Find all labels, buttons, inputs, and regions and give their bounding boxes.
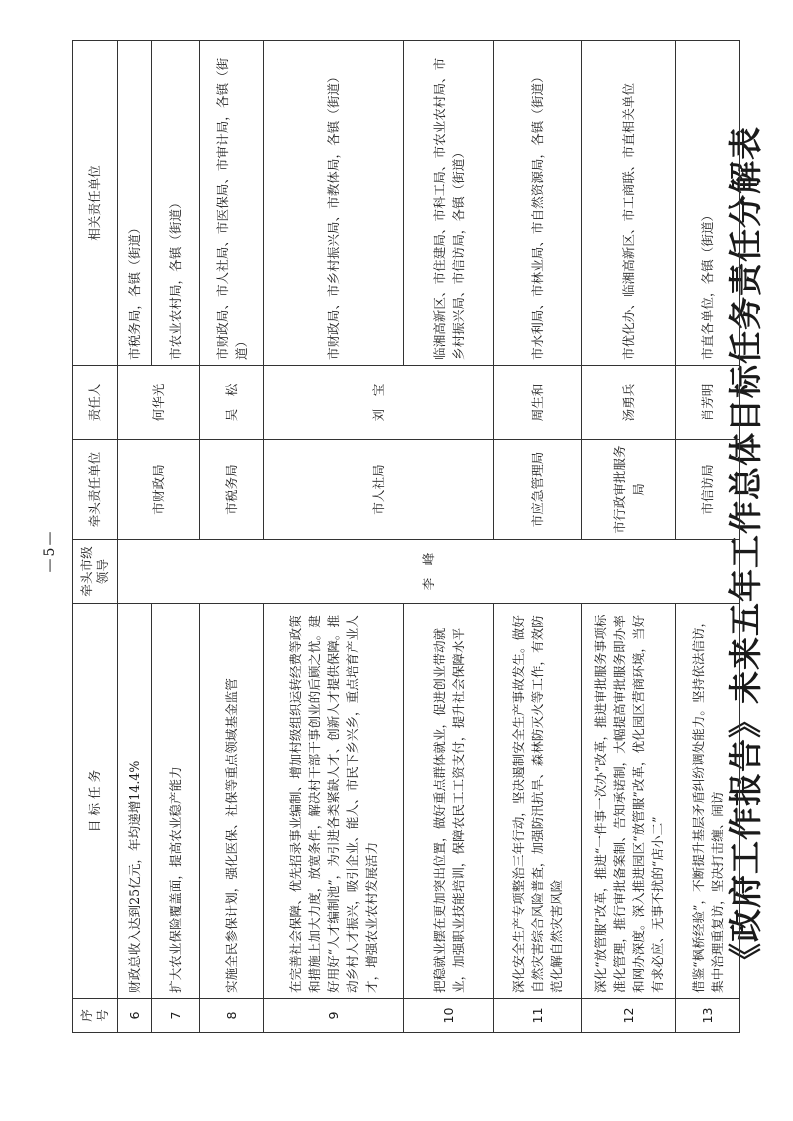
person-cell: 刘 宝 — [264, 366, 494, 440]
related-cell: 市税务局，各镇（街道） — [118, 41, 152, 366]
table-row — [494, 41, 582, 1033]
task-cell: 深化“放管服”改革，推进“一件事一次办”改革，推进审批服务事项标准化管理，推行审批备案制、告知承诺制，大幅提高审批服务即办率和网办深度。深入推进园区“放管服”改革，优化园区营商环境，当好有求必应、无事不扰的“店小二” — [582, 604, 676, 999]
person-cell: 吴 松 — [200, 366, 264, 440]
page-number: —5— — [42, 529, 58, 573]
header-no: 序号 — [73, 999, 118, 1033]
table-row — [200, 41, 264, 1033]
header-leader: 牵头市级领导 — [73, 540, 118, 604]
table-header-row — [73, 41, 118, 1033]
task-cell: 借鉴“枫桥经验”，不断提升基层矛盾纠纷调处能力。坚持依法信访，集中治理重复访，坚决打击缠、闹访 — [676, 604, 740, 999]
row-number: 7 — [152, 999, 200, 1033]
person-cell: 汤勇兵 — [582, 366, 676, 440]
task-cell: 财政总收入达到25亿元，年均递增14.4% — [118, 604, 152, 999]
row-number: 10 — [404, 999, 494, 1033]
table-row — [676, 41, 740, 1033]
header-related: 相关责任单位 — [73, 41, 118, 366]
task-cell: 实施全民参保计划，强化医保、社保等重点领域基金监管 — [200, 604, 264, 999]
row-number: 8 — [200, 999, 264, 1033]
page-title: 《政府工作报告》未来五年工作总体目标任务责任分解表 — [726, 126, 765, 976]
related-cell: 市财政局、市人社局、市医保局、市审计局，各镇（街道） — [200, 41, 264, 366]
person-cell: 肖芳明 — [676, 366, 740, 440]
related-cell: 市水利局、市林业局、市自然资源局，各镇（街道） — [494, 41, 582, 366]
dept-cell: 市财政局 — [118, 440, 200, 540]
table-row — [264, 41, 404, 1033]
header-dept: 牵头责任单位 — [73, 440, 118, 540]
row-number: 11 — [494, 999, 582, 1033]
dept-cell: 市信访局 — [676, 440, 740, 540]
person-cell: 周生和 — [494, 366, 582, 440]
table-row — [582, 41, 676, 1033]
related-cell: 市农业农村局，各镇（街道） — [152, 41, 200, 366]
related-cell: 临湘高新区、市住建局、市科工局、市农业农村局、市乡村振兴局、市信访局，各镇（街道） — [404, 41, 494, 366]
task-cell: 扩大农业保险覆盖面，提高农业稳产能力 — [152, 604, 200, 999]
dept-cell: 市应急管理局 — [494, 440, 582, 540]
table-row — [118, 41, 152, 1033]
person-cell: 何华光 — [118, 366, 200, 440]
dept-cell: 市行政审批服务局 — [582, 440, 676, 540]
related-cell: 市优化办、临湘高新区、市工商联、市直相关单位 — [582, 41, 676, 366]
leader-cell: 李 峰 — [118, 540, 740, 604]
header-task: 目 标 任 务 — [73, 604, 118, 999]
task-cell: 深化安全生产专项整治三年行动，坚决遏制安全生产事故发生。做好自然灾害综合风险普查，加强防汛抗旱、森林防灭火等工作，有效防范化解自然灾害风险 — [494, 604, 582, 999]
task-cell: 在完善社会保障、优先招录事业编制、增加村级组织运转经费等政策和措施上加大力度，放宽条件，解决村干部干事创业的后顾之忧。建好用好“人才编制池”，为引进各类紧缺人才、创新人才提供保障。推动乡村人才振兴，吸引企业、能人、市民下乡兴乡，重点培育产业人才，增强农业农村发展活力 — [264, 604, 404, 999]
related-cell: 市直各单位，各镇（街道） — [676, 41, 740, 366]
responsibility-table — [72, 40, 740, 1033]
task-cell: 把稳就业摆在更加突出位置，做好重点群体就业，促进创业带动就业，加强职业技能培训，保障农民工工资支付，提升社会保障水平 — [404, 604, 494, 999]
header-person: 责任人 — [73, 366, 118, 440]
row-number: 9 — [264, 999, 404, 1033]
dept-cell: 市人社局 — [264, 440, 494, 540]
related-cell: 市财政局、市乡村振兴局、市教体局，各镇（街道） — [264, 41, 404, 366]
row-number: 12 — [582, 999, 676, 1033]
row-number: 13 — [676, 999, 740, 1033]
row-number: 6 — [118, 999, 152, 1033]
dept-cell: 市税务局 — [200, 440, 264, 540]
